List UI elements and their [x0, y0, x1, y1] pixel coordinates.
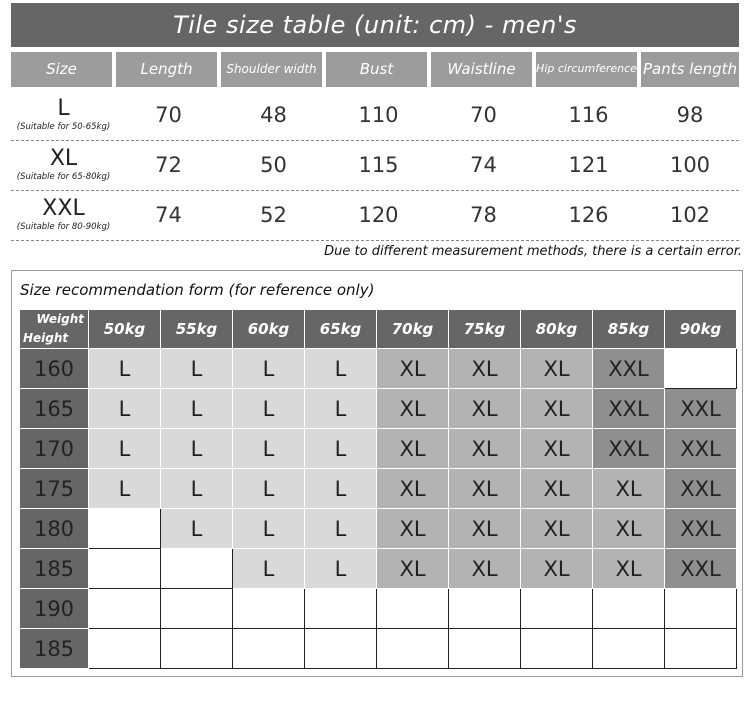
size-recommendation-cell: XXL: [665, 429, 737, 469]
size-recommendation-cell: [521, 629, 593, 669]
corner-height-label: Height: [23, 331, 69, 345]
height-row: [20, 389, 737, 429]
measurement-value: 48: [260, 103, 287, 127]
size-recommendation-cell: XL: [449, 429, 521, 469]
weight-header: 70kg: [377, 310, 449, 349]
size-recommendation-cell: XL: [449, 509, 521, 549]
size-label: XXL: [42, 196, 85, 221]
size-recommendation-cell: L: [305, 509, 377, 549]
size-recommendation-cell: XL: [377, 349, 449, 389]
size-recommendation-cell: [233, 629, 305, 669]
size-recommendation-cell: [665, 589, 737, 629]
size-recommendation-cell: [161, 549, 233, 589]
size-recommendation-cell: L: [305, 549, 377, 589]
measurement-value: 50: [260, 153, 287, 177]
measurement-value: 70: [155, 103, 182, 127]
size-label: L: [57, 96, 70, 121]
size-recommendation-cell: [449, 629, 521, 669]
size-recommendation-panel: [11, 270, 743, 677]
size-recommendation-cell: [305, 589, 377, 629]
size-recommendation-cell: XL: [521, 429, 593, 469]
size-recommendation-cell: XL: [377, 389, 449, 429]
measurement-value: 78: [470, 203, 497, 227]
header-bust: Bust: [326, 52, 427, 87]
grid-corner: [20, 310, 89, 349]
size-row: [11, 190, 739, 241]
size-weight-note: (Suitable for 65-80kg): [16, 172, 111, 182]
size-recommendation-cell: XL: [521, 509, 593, 549]
measurement-value: 98: [676, 103, 704, 127]
height-row: [20, 629, 737, 669]
weight-header: 80kg: [521, 310, 593, 349]
size-recommendation-cell: XXL: [665, 389, 737, 429]
height-row: [20, 549, 737, 589]
height-header: 160: [20, 349, 89, 389]
height-row: [20, 429, 737, 469]
size-recommendation-cell: XL: [593, 469, 665, 509]
size-recommendation-cell: [233, 589, 305, 629]
header-size: Size: [11, 52, 112, 87]
weight-header: 85kg: [593, 310, 665, 349]
size-recommendation-cell: L: [161, 349, 233, 389]
size-recommendation-cell: L: [233, 349, 305, 389]
size-recommendation-cell: [593, 589, 665, 629]
weight-header: 60kg: [233, 310, 305, 349]
size-recommendation-cell: XL: [449, 349, 521, 389]
size-recommendation-cell: L: [89, 389, 161, 429]
size-row: [11, 140, 739, 191]
size-recommendation-cell: [377, 589, 449, 629]
size-recommendation-cell: L: [305, 429, 377, 469]
measurement-value: 115: [358, 153, 399, 177]
size-recommendation-cell: [89, 629, 161, 669]
height-row: [20, 509, 737, 549]
height-header: 180: [20, 509, 89, 549]
size-recommendation-cell: [593, 629, 665, 669]
weight-header: 75kg: [449, 310, 521, 349]
weight-header: 50kg: [89, 310, 161, 349]
size-recommendation-cell: XL: [377, 429, 449, 469]
height-header: 170: [20, 429, 89, 469]
header-length: Length: [116, 52, 217, 87]
size-recommendation-cell: L: [305, 469, 377, 509]
measurement-value: 70: [470, 103, 497, 127]
size-recommendation-cell: L: [89, 429, 161, 469]
weight-header: 90kg: [665, 310, 737, 349]
size-recommendation-cell: [665, 629, 737, 669]
size-recommendation-cell: L: [89, 469, 161, 509]
height-header: 185: [20, 629, 89, 669]
height-header: 190: [20, 589, 89, 629]
size-recommendation-cell: XXL: [665, 509, 737, 549]
measurement-value: 52: [260, 203, 287, 227]
size-label: XL: [49, 146, 78, 171]
size-recommendation-cell: XL: [593, 549, 665, 589]
size-recommendation-cell: L: [161, 509, 233, 549]
size-recommendation-cell: L: [305, 349, 377, 389]
size-table-title: Tile size table (unit: cm) - men's: [11, 3, 739, 47]
size-recommendation-cell: [521, 589, 593, 629]
measurement-value: 120: [358, 203, 399, 227]
measurement-value: 72: [155, 153, 182, 177]
header-shoulder-width: Shoulder width: [221, 52, 322, 87]
height-header: 185: [20, 549, 89, 589]
size-recommendation-cell: XL: [449, 549, 521, 589]
measurement-value: 121: [568, 153, 609, 177]
measurement-value: 116: [568, 103, 609, 127]
size-recommendation-cell: XL: [521, 549, 593, 589]
size-table-header: [11, 52, 739, 87]
size-recommendation-cell: XXL: [593, 389, 665, 429]
height-row: [20, 589, 737, 629]
size-label-cell: [11, 140, 116, 190]
size-recommendation-cell: XL: [521, 469, 593, 509]
size-recommendation-cell: [377, 629, 449, 669]
header-hip-circumference: Hip circumference: [536, 52, 637, 87]
measurement-value: 110: [358, 103, 399, 127]
measurement-value: 74: [155, 203, 182, 227]
measurement-value: 102: [669, 203, 711, 227]
size-recommendation-cell: [665, 349, 737, 389]
size-recommendation-cell: [89, 589, 161, 629]
size-recommendation-cell: L: [233, 429, 305, 469]
size-recommendation-cell: L: [233, 469, 305, 509]
header-waistline: Waistline: [431, 52, 532, 87]
size-recommendation-cell: [305, 629, 377, 669]
size-recommendation-cell: XL: [521, 349, 593, 389]
size-recommendation-cell: XL: [449, 389, 521, 429]
size-row: [11, 90, 739, 141]
size-recommendation-cell: [89, 549, 161, 589]
size-recommendation-cell: XXL: [593, 349, 665, 389]
corner-weight-label: Weight: [36, 312, 84, 326]
height-row: [20, 349, 737, 389]
size-recommendation-cell: XL: [593, 509, 665, 549]
size-recommendation-cell: XL: [521, 389, 593, 429]
size-label-cell: [11, 90, 116, 140]
size-recommendation-cell: [161, 589, 233, 629]
size-recommendation-cell: L: [233, 549, 305, 589]
measurement-footnote: Due to different measurement methods, there is a certain error.: [324, 244, 742, 259]
height-header: 175: [20, 469, 89, 509]
header-pants-length: Pants length: [641, 52, 739, 87]
height-row: [20, 469, 737, 509]
size-recommendation-cell: L: [161, 389, 233, 429]
measurement-value: 100: [669, 153, 711, 177]
size-recommendation-cell: XL: [449, 469, 521, 509]
size-recommendation-cell: XL: [377, 549, 449, 589]
height-header: 165: [20, 389, 89, 429]
recommendation-title: Size recommendation form (for reference only): [20, 281, 375, 299]
size-recommendation-cell: L: [161, 469, 233, 509]
measurement-value: 126: [568, 203, 609, 227]
size-recommendation-cell: L: [233, 389, 305, 429]
size-recommendation-cell: L: [233, 509, 305, 549]
size-recommendation-cell: [89, 509, 161, 549]
size-recommendation-cell: XL: [377, 469, 449, 509]
size-recommendation-cell: XXL: [665, 469, 737, 509]
size-recommendation-cell: XXL: [593, 429, 665, 469]
size-recommendation-cell: [449, 589, 521, 629]
size-label-cell: [11, 190, 116, 240]
size-recommendation-cell: L: [161, 429, 233, 469]
size-recommendation-cell: L: [89, 349, 161, 389]
size-recommendation-cell: XXL: [665, 549, 737, 589]
size-weight-note: (Suitable for 80-90kg): [16, 222, 111, 232]
recommendation-grid: [19, 309, 737, 669]
measurement-value: 74: [470, 153, 497, 177]
size-recommendation-cell: L: [305, 389, 377, 429]
size-recommendation-cell: XL: [377, 509, 449, 549]
size-weight-note: (Suitable for 50-65kg): [16, 122, 111, 132]
weight-header: 55kg: [161, 310, 233, 349]
size-recommendation-cell: [161, 629, 233, 669]
weight-header: 65kg: [305, 310, 377, 349]
